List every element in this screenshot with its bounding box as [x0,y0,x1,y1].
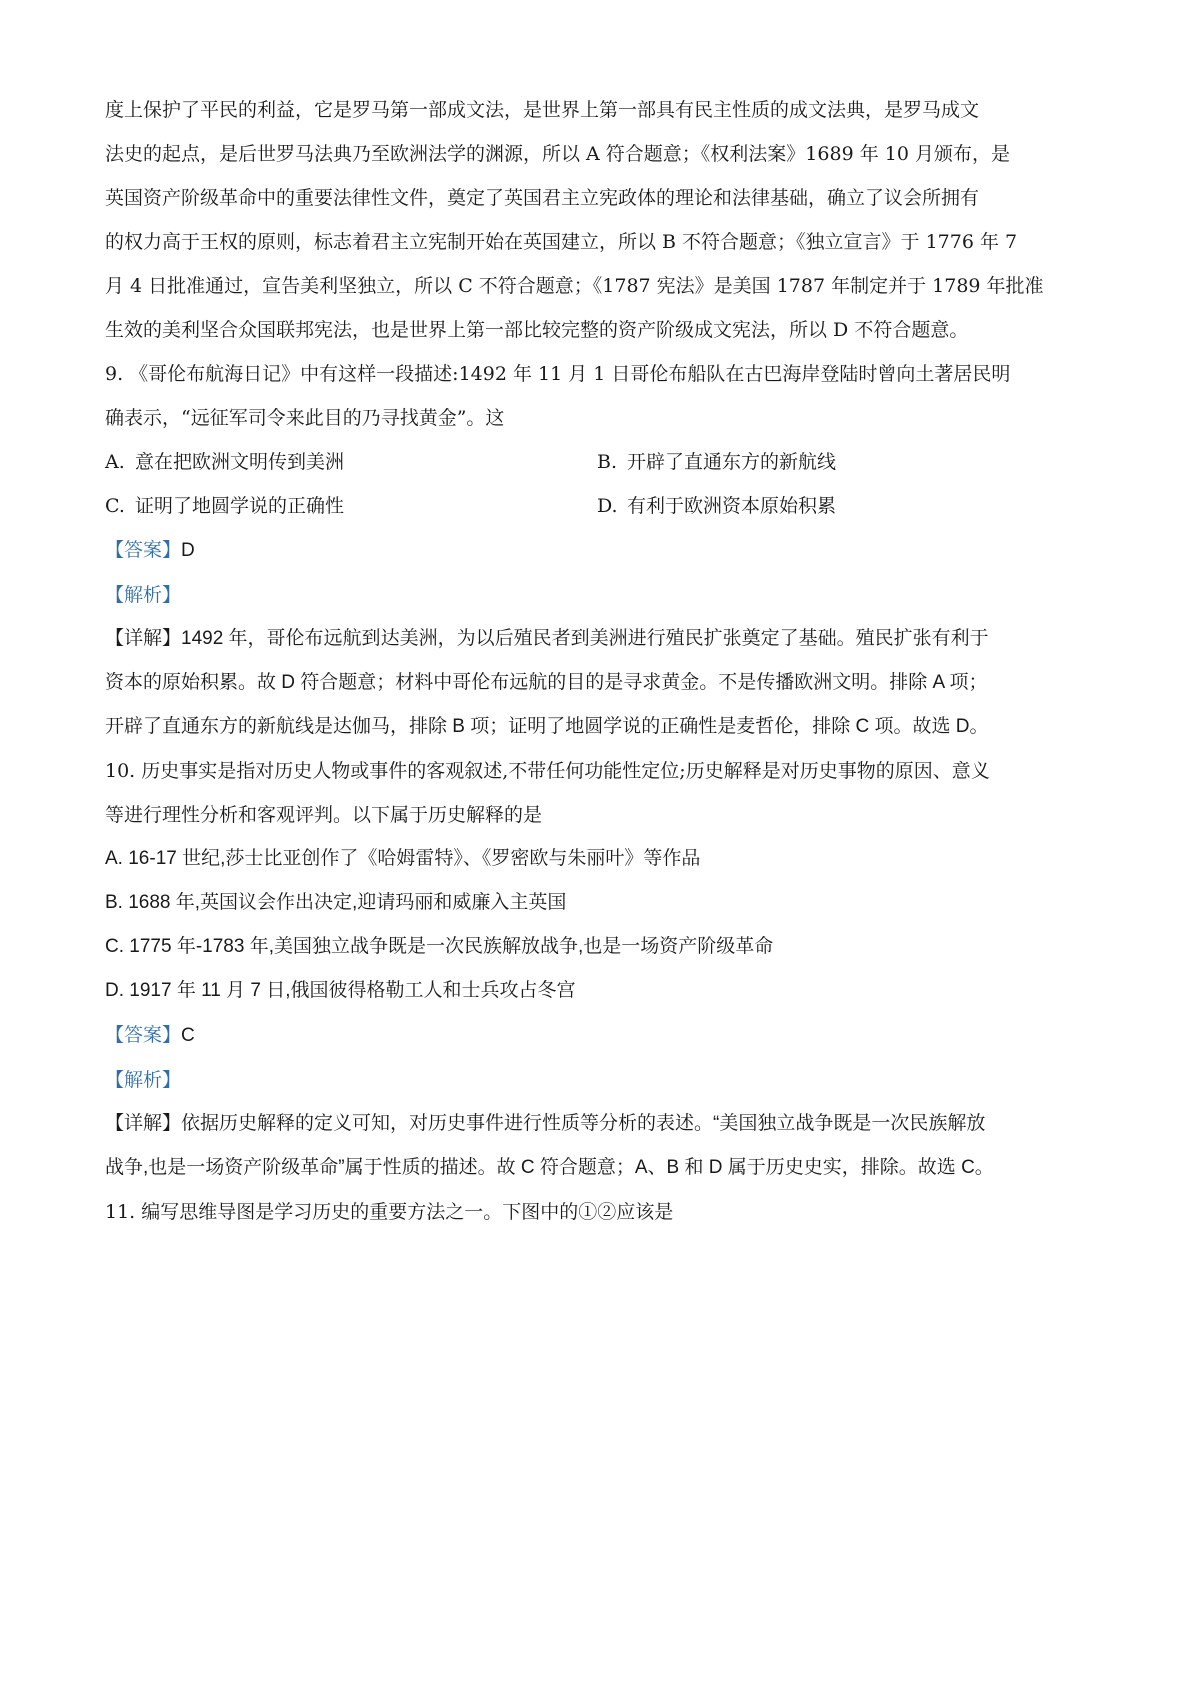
option-text: 意在把欧洲文明传到美洲 [135,451,345,473]
q10-detail [105,1102,1105,1190]
q9-answer [105,528,1105,573]
text-line [105,1102,1105,1146]
text-line: 月 4 日批准通过，宣告美利坚独立，所以 C 不符合题意；《1787 宪法》是美国 1787 年制定并于 1789 年批准 [105,275,1044,297]
page-content [105,88,1105,1234]
text-line: 英国资产阶级革命中的重要法律性文件，奠定了英国君主立宪政体的理论和法律基础，确立了议会所拥有 [105,187,980,209]
q10-option-b: B. 1688 年,英国议会作出决定,迎请玛丽和威廉入主英国 [105,892,567,913]
q9-option-a [105,440,597,484]
analysis-label: 【解析】 [105,584,182,606]
q9-option-c [105,484,597,528]
q9-detail [105,617,1105,749]
answer-value: C [181,1025,195,1046]
text-line: 度上保护了平民的利益，它是罗马第一部成文法，是世界上第一部具有民主性质的成文法典，是罗马成文 [105,99,980,121]
text-line: 资本的原始积累。故 D 符合题意；材料中哥伦布远航的目的是寻求黄金。不是传播欧洲文明。排除 A 项； [105,672,988,693]
q10-stem [105,749,1105,837]
text-line: 等进行理性分析和客观评判。以下属于历史解释的是 [105,804,543,826]
q9-analysis-heading [105,573,1105,617]
detail-text: 1492 年，哥伦布远航到达美洲，为以后殖民者到美洲进行殖民扩张奠定了基础。殖民扩张有利于 [181,628,989,649]
detail-label: 【详解】 [105,628,182,649]
option-text: 有利于欧洲资本原始积累 [627,495,837,517]
option-key: C. [105,495,125,517]
text-line: 10. 历史事实是指对历史人物或事件的客观叙述,不带任何功能性定位;历史解释是对历史事物的原因、意义 [105,760,990,782]
text-line: 的权力高于王权的原则，标志着君主立宪制开始在英国建立，所以 B 不符合题意；《独立宣言》于 1776 年 7 [105,231,1018,253]
q9-options [105,440,1105,528]
text-line [105,617,1105,661]
q10-option-d: D. 1917 年 11 月 7 日,俄国彼得格勒工人和士兵攻占冬宫 [105,980,576,1001]
text-line: 11. 编写思维导图是学习历史的重要方法之一。下图中的①②应该是 [105,1201,674,1223]
text-line: 开辟了直通东方的新航线是达伽马，排除 B 项；证明了地圆学说的正确性是麦哲伦，排除 C 项。故选 D。 [105,716,989,737]
q10-option-a: A. 16-17 世纪,莎士比亚创作了《哈姆雷特》、《罗密欧与朱丽叶》等作品 [105,848,701,869]
text-line: 确表示，“远征军司令来此目的乃寻找黄金”。这 [105,407,505,429]
text-line: 法史的起点，是后世罗马法典乃至欧洲法学的渊源，所以 A 符合题意；《权利法案》1689 年 10 月颁布，是 [105,143,1010,165]
option-key: A. [105,451,125,473]
text-line: 9. 《哥伦布航海日记》中有这样一段描述:1492 年 11 月 1 日哥伦布船队在古巴海岸登陆时曾向土著居民明 [105,363,1011,385]
text-line: 生效的美利坚合众国联邦宪法，也是世界上第一部比较完整的资产阶级成文宪法，所以 D 不符合题意。 [105,319,969,341]
answer-label: 【答案】 [105,1024,182,1046]
q10-answer [105,1013,1105,1058]
q10-analysis-heading [105,1058,1105,1102]
q9-stem [105,352,1105,440]
option-text: 证明了地圆学说的正确性 [135,495,345,517]
q10-options [105,837,1105,1013]
q9-option-b [597,440,1105,484]
option-text: 开辟了直通东方的新航线 [627,451,837,473]
detail-label: 【详解】 [105,1113,182,1134]
option-key: B. [597,451,618,473]
q8-analysis-continuation [105,88,1105,352]
option-key: D. [597,495,618,517]
detail-text: 依据历史解释的定义可知，对历史事件进行性质等分析的表述。“美国独立战争既是一次民族解放 [181,1113,986,1134]
analysis-label: 【解析】 [105,1069,182,1091]
answer-value: D [181,540,195,561]
q10-option-c: C. 1775 年-1783 年,美国独立战争既是一次民族解放战争,也是一场资产阶级革命 [105,936,774,957]
q11-stem [105,1190,1105,1234]
q9-option-d [597,484,1105,528]
text-line: 战争,也是一场资产阶级革命”属于性质的描述。故 C 符合题意；A、B 和 D 属于历史史实，排除。故选 C。 [105,1157,994,1178]
answer-label: 【答案】 [105,539,182,561]
